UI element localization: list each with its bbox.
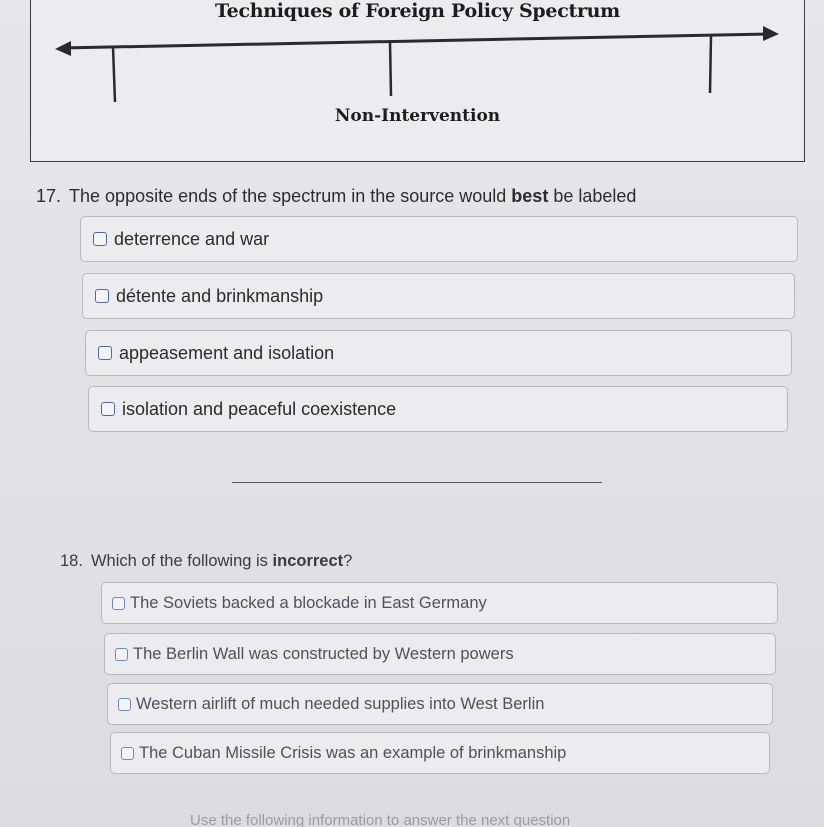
left-tick [113,47,115,102]
checkbox[interactable] [101,402,115,416]
checkbox[interactable] [118,698,131,711]
q17-option-d[interactable]: isolation and peaceful coexistence [88,386,788,432]
center-label: Non-Intervention [334,106,501,126]
checkbox[interactable] [115,648,128,661]
q18-option-b[interactable]: The Berlin Wall was constructed by Western powers [104,633,776,675]
q17-option-b[interactable]: détente and brinkmanship [82,273,795,319]
spectrum-title: Techniques of Foreign Policy Spectrum [215,0,620,22]
question-number: 17. [36,186,62,206]
q18-option-a[interactable]: The Soviets backed a blockade in East Germany [101,582,778,624]
right-arrowhead [763,26,779,41]
checkbox[interactable] [121,747,134,760]
footer-partial-text: Use the following information to answer the next question [190,812,571,827]
checkbox[interactable] [95,289,109,303]
q18-option-c[interactable]: Western airlift of much needed supplies into West Berlin [107,683,773,725]
section-divider [232,482,602,483]
question-17: 17. The opposite ends of the spectrum in the source would best be labeled [36,186,637,206]
checkbox[interactable] [93,232,107,246]
left-arrowhead [55,41,71,56]
question-number: 18. [60,552,83,570]
checkbox[interactable] [98,346,112,360]
spectrum-figure [30,0,805,162]
q18-option-d[interactable]: The Cuban Missile Crisis was an example of brinkmanship [110,732,770,774]
checkbox[interactable] [112,597,125,610]
right-tick [710,36,711,93]
q17-option-a[interactable]: deterrence and war [80,216,798,262]
question-18: 18. Which of the following is incorrect? [60,552,353,570]
spectrum-line [31,0,806,162]
center-tick [390,42,391,96]
q17-option-c[interactable]: appeasement and isolation [85,330,792,376]
